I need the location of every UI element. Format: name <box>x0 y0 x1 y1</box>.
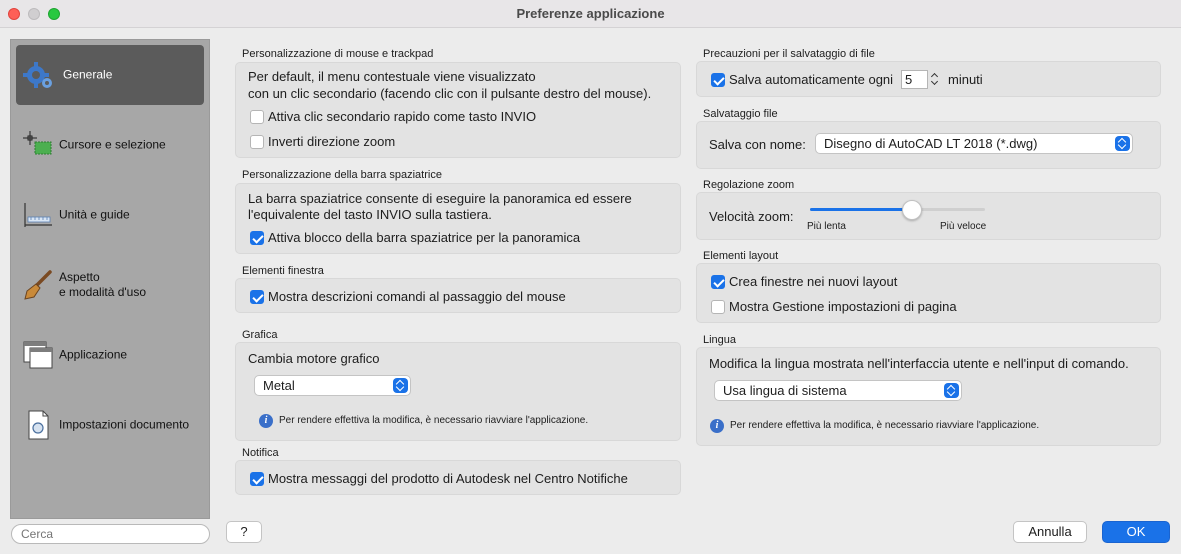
save-format-value: Disegno di AutoCAD LT 2018 (*.dwg) <box>824 136 1038 151</box>
create-viewports-label: Crea finestre nei nuovi layout <box>729 274 898 289</box>
sidebar-item-unita[interactable] <box>16 185 204 245</box>
section-title-spacebar: Personalizzazione della barra spaziatrice <box>242 169 442 181</box>
paintbrush-icon <box>22 269 54 301</box>
sidebar-item-aspetto[interactable] <box>16 255 204 315</box>
graphics-engine-select[interactable] <box>254 375 411 396</box>
chevron-updown-icon <box>393 378 408 393</box>
sidebar-item-documento[interactable] <box>16 395 204 455</box>
window-stack-icon <box>22 339 54 371</box>
section-title-file-save: Salvataggio file <box>703 108 778 120</box>
invert-zoom-checkbox[interactable] <box>250 135 264 149</box>
section-title-mouse: Personalizzazione di mouse e trackpad <box>242 48 434 60</box>
autosave-checkbox[interactable] <box>711 73 725 87</box>
tooltips-label: Mostra descrizioni comandi al passaggio del mouse <box>268 289 566 304</box>
section-title-language: Lingua <box>703 334 737 346</box>
page-setup-label: Mostra Gestione impostazioni di pagina <box>729 299 957 314</box>
zoom-min-label: Più lenta <box>807 221 846 232</box>
sidebar-item-generale[interactable] <box>16 45 204 105</box>
help-button[interactable]: ? <box>226 521 262 543</box>
chevron-updown-icon <box>1115 136 1130 151</box>
secondary-click-checkbox[interactable] <box>250 110 264 124</box>
create-viewports-checkbox[interactable] <box>711 275 725 289</box>
zoom-slider-fill <box>810 208 912 211</box>
zoom-slider-knob[interactable] <box>902 200 922 220</box>
zoom-max-label: Più veloce <box>940 221 987 232</box>
page-setup-checkbox[interactable] <box>711 300 725 314</box>
section-title-zoom: Regolazione zoom <box>703 179 795 191</box>
window-title: Preferenze applicazione <box>516 6 665 21</box>
zoom-speed-label: Velocità zoom: <box>709 209 794 224</box>
sidebar-item-label: Unità e guide <box>59 207 130 222</box>
autodesk-messages-label: Mostra messaggi del prodotto di Autodesk nel Centro Notifiche <box>268 471 628 486</box>
gear-icon <box>22 59 54 91</box>
sidebar-item-label: Impostazioni documento <box>59 417 190 432</box>
search-input[interactable] <box>11 524 210 544</box>
mouse-desc-1: Per default, il menu contestuale viene visualizzato <box>248 69 536 84</box>
language-value: Usa lingua di sistema <box>723 383 847 398</box>
sidebar-item-label: Applicazione <box>59 347 128 362</box>
info-icon: i <box>710 419 724 433</box>
section-title-graphics: Grafica <box>242 329 278 341</box>
graphics-restart-note: Per rendere effettiva la modifica, è necessario riavviare l'applicazione. <box>279 415 589 426</box>
ruler-icon <box>22 199 54 231</box>
sidebar-item-applicazione[interactable] <box>16 325 204 385</box>
section-title-notifications: Notifica <box>242 447 279 459</box>
info-icon: i <box>259 414 273 428</box>
ok-button[interactable]: OK <box>1102 521 1170 543</box>
sidebar-item-label: Generale <box>63 67 113 82</box>
spacebar-desc-2: l'equivalente del tasto INVIO sulla tastiera. <box>248 207 492 222</box>
spacebar-desc-1: La barra spaziatrice consente di eseguire la panoramica ed essere <box>248 191 632 206</box>
sidebar-item-cursore[interactable] <box>16 115 204 175</box>
tooltips-checkbox[interactable] <box>250 290 264 304</box>
save-format-select[interactable] <box>815 133 1133 154</box>
section-title-file-safety: Precauzioni per il salvataggio di file <box>703 48 875 60</box>
autosave-label: Salva automaticamente ogni <box>729 72 894 87</box>
language-desc: Modifica la lingua mostrata nell'interfaccia utente e nell'input di comando. <box>709 356 1129 371</box>
autosave-unit: minuti <box>948 72 983 87</box>
sidebar <box>10 39 210 519</box>
spacebar-lock-label: Attiva blocco della barra spaziatrice per la panoramica <box>268 230 581 245</box>
invert-zoom-label: Inverti direzione zoom <box>268 134 396 149</box>
mouse-desc-2: con un clic secondario (facendo clic con il pulsante destro del mouse). <box>248 86 652 101</box>
sidebar-item-label: Cursore e selezione <box>59 137 166 152</box>
save-as-label: Salva con nome: <box>709 137 806 152</box>
cancel-button[interactable]: Annulla <box>1013 521 1087 543</box>
title-bar <box>0 0 1181 28</box>
document-icon <box>22 409 54 441</box>
section-title-window-elements: Elementi finestra <box>242 265 324 277</box>
sidebar-item-label: Aspetto e modalità d'uso <box>59 270 147 299</box>
crosshair-icon <box>22 129 54 161</box>
autodesk-messages-checkbox[interactable] <box>250 472 264 486</box>
language-select[interactable] <box>714 380 962 401</box>
chevron-updown-icon <box>944 383 959 398</box>
autosave-minutes-input[interactable]: 5 <box>901 70 928 89</box>
language-restart-note: Per rendere effettiva la modifica, è necessario riavviare l'applicazione. <box>730 420 1040 431</box>
graphics-label: Cambia motore grafico <box>248 351 380 366</box>
secondary-click-label: Attiva clic secondario rapido come tasto INVIO <box>268 109 537 124</box>
autosave-minutes-stepper[interactable] <box>930 70 942 89</box>
graphics-engine-value: Metal <box>263 378 295 393</box>
spacebar-lock-checkbox[interactable] <box>250 231 264 245</box>
section-title-layout: Elementi layout <box>703 250 779 262</box>
